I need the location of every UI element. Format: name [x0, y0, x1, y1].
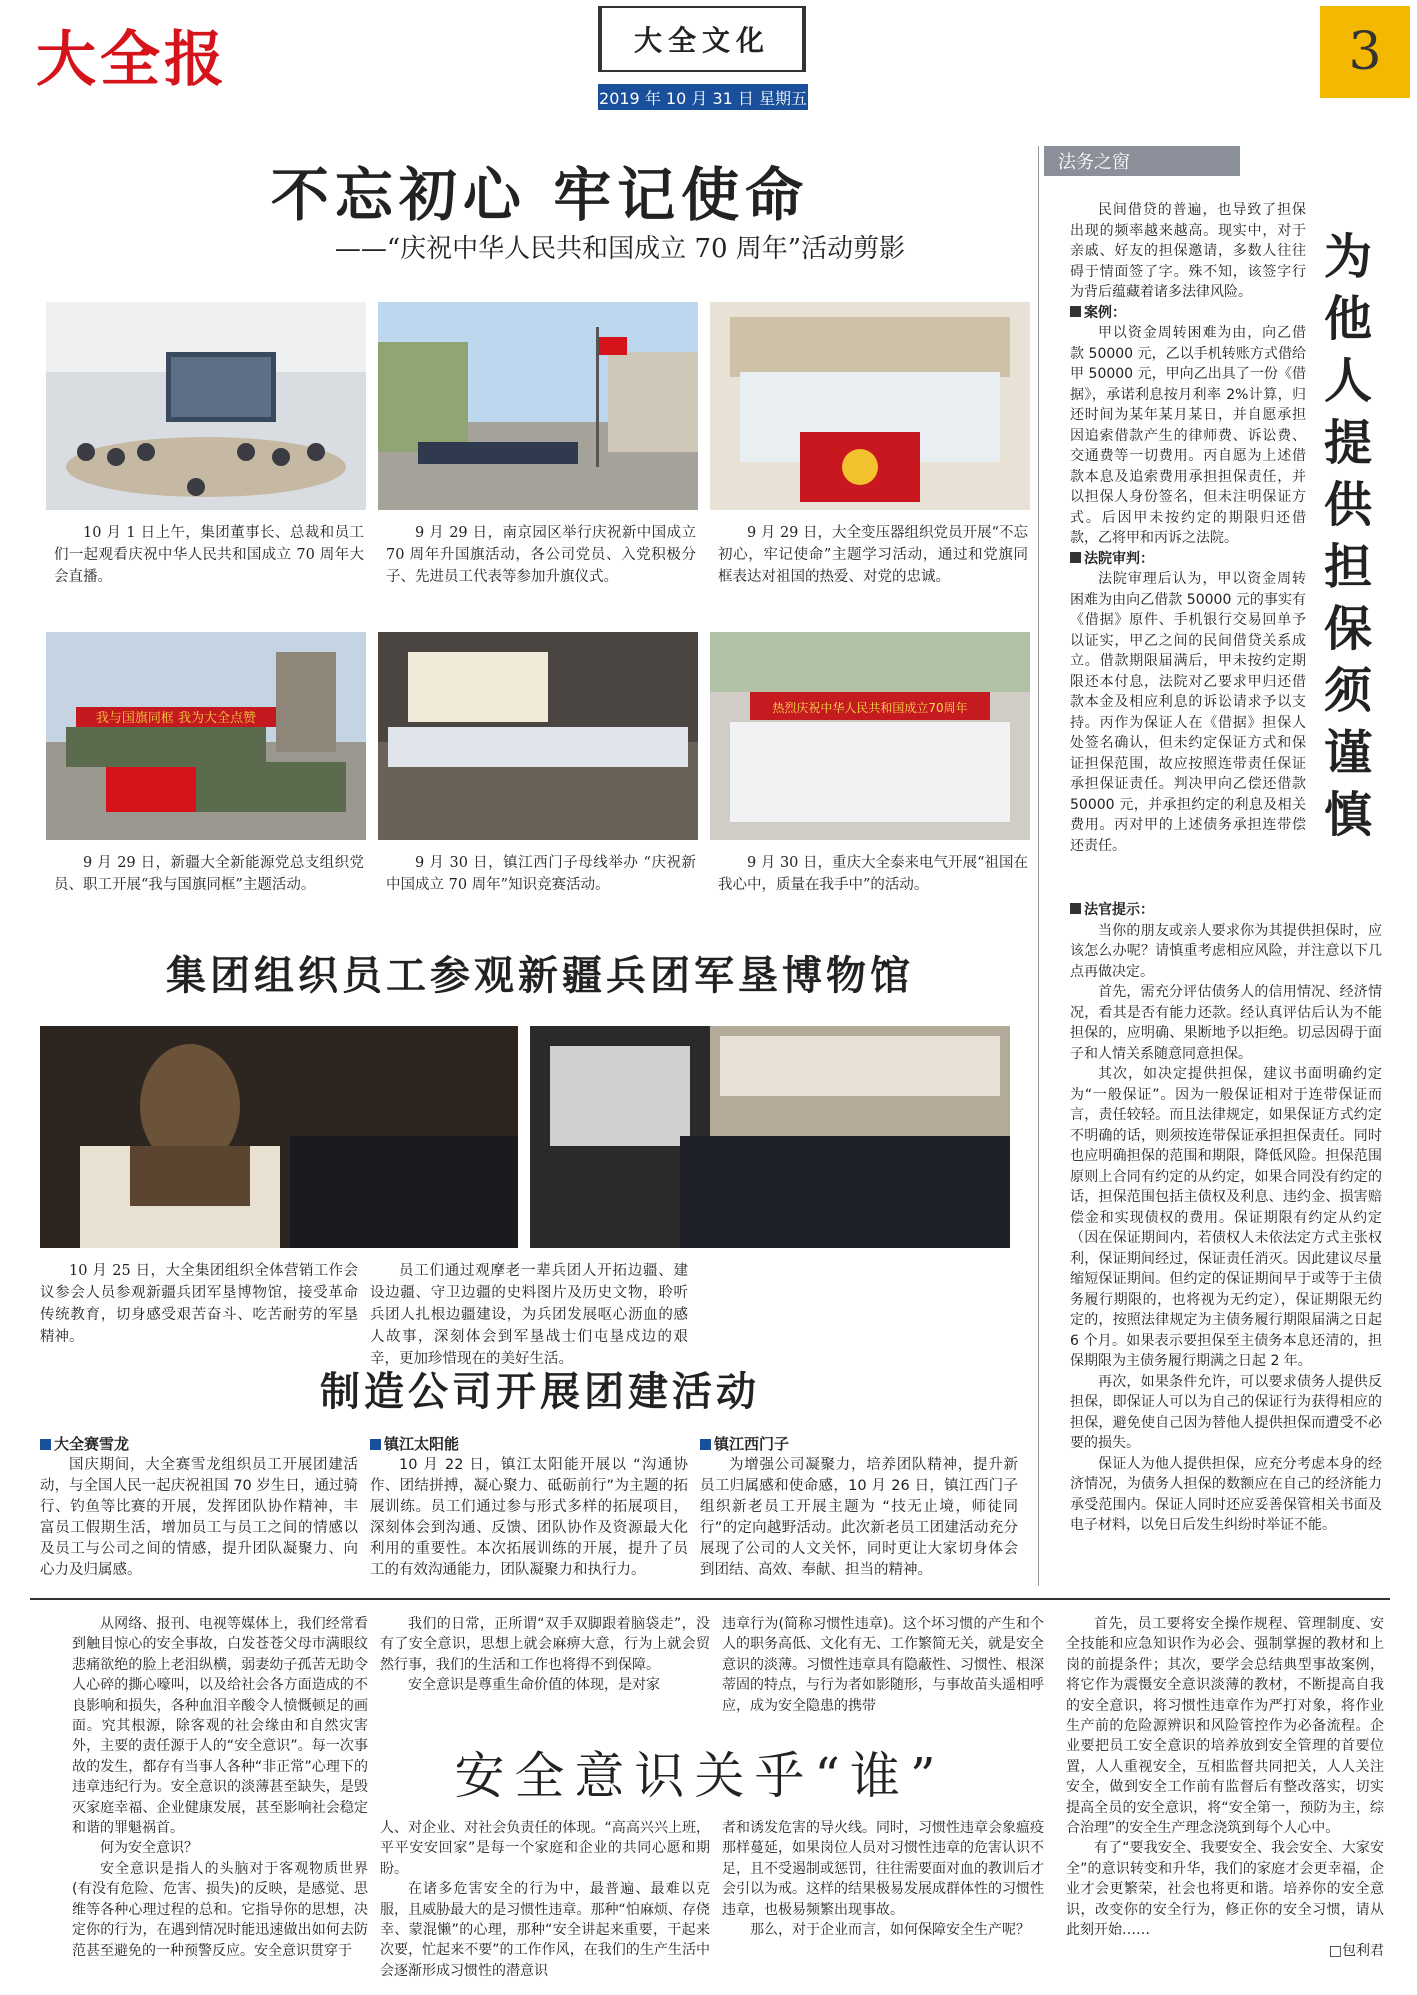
law-title: 为他人提供担保须谨慎: [1323, 229, 1372, 843]
photo-quiz: [378, 632, 698, 840]
law-case-label: 案例：: [1084, 304, 1126, 321]
photo-caption: 9 月 29 日，大全变压器组织党员开展“不忘初心，牢记使命”主题学习活动，通过和党旗同框表达对祖国的热爱、对党的忠诚。: [718, 525, 1028, 585]
museum-title: 集团组织员工参观新疆兵团军垦博物馆: [166, 952, 914, 999]
museum-paragraph: 员工们通过观摩老一辈兵团人开拓边疆、建设边疆、守卫边疆的史料图片及历史文物，聆听兵团人扎根边疆建设，为兵团发展呕心沥血的感人故事，深刻体会到军垦战士们屯垦戍边的艰辛，更加珍惜现在的美好生活。: [370, 1263, 688, 1367]
photo-flag-raising: [378, 302, 698, 510]
essay-paragraph: 安全意识是指人的头脑对于客观物质世界(有没有危险、危害、损失)的反映，是感觉、思维等各种心理过程的总和。它指导你的思想，决定你的行为，在遇到情况时能迅速做出如何去防范甚至避免的一种预警反应。安全意识贯穿于: [72, 1860, 368, 1959]
teambuilding-col1: [40, 1434, 358, 1581]
teambuilding-col3: [700, 1434, 1018, 1581]
museum-paragraph: 10 月 25 日，大全集团组织全体营销工作会议参会人员参观新疆兵团军垦博物馆，接受革命传统教育，切身感受艰苦奋斗、吃苦耐劳的军垦精神。: [40, 1263, 358, 1345]
photo-banner-text: 我与国旗同框 我为大全点赞: [95, 711, 257, 726]
photo-caption: 9 月 29 日，新疆大全新能源党总支组织党员、职工开展“我与国旗同框”主题活动。: [54, 855, 364, 893]
photo-livestream: [46, 302, 366, 510]
essay-col4: [1066, 1614, 1384, 1961]
teambuilding-text: 10 月 22 日，镇江太阳能开展以 “沟通协作、团结拼搏，凝心聚力、砥砺前行”为主题的拓展训练。员工们通过参与形式多样的拓展项目，深刻体会到沟通、反馈、团队协作及资源最大化利用的重要性。本次拓展训练的开展，提升了员工的有效沟通能力，团队凝聚力和执行力。: [370, 1457, 688, 1578]
issue-date: 2019 年 10 月 31 日 星期五: [598, 84, 808, 110]
page-number: 3: [1320, 6, 1410, 98]
law-tip: 当你的朋友或亲人要求你为其提供担保时，应该怎么办呢？请慎重考虑相应风险，并注意以下几点再做决定。: [1070, 922, 1382, 980]
essay-col2-bottom: [380, 1818, 710, 1981]
photo-caption: 9 月 29 日，南京园区举行庆祝新中国成立 70 周年升国旗活动，各公司党员、入党积极分子、先进员工代表等参加升旗仪式。: [386, 525, 696, 585]
essay-paragraph: 在诸多危害安全的行为中，最普遍、最难以克服，且威胁最大的是习惯性违章。那种“怕麻烦、存侥幸、蒙混懒”的心理，那种“安全讲起来重要，干起来次要，忙起来不要”的工作作风，在我们的生产生活中会逐渐形成习惯性的潜意识: [380, 1881, 710, 1979]
museum-text-col2: [370, 1260, 688, 1370]
essay-paragraph: 从网络、报刊、电视等媒体上，我们经常看到触目惊心的安全事故，白发苍苍父母市满眼纹悲痛欲绝的脸上老泪纵横，弱妻幼子孤苦无助令人心碎的撕心嚎叫，以及给社会各方面造成的不良影响和损失，各种血泪辛酸令人愤慨顿足的画面。究其根源，除客观的社会缘由和自然灾害外，主要的责任源于人的“安全意识”。每一次事故的发生，都存有当事人各种“非正常”心理下的违章违纪行为。安全意识的淡薄甚至缺失，是毁灭家庭幸福、企业健康发展，甚至影响社会稳定和谐的罪魁祸首。: [72, 1616, 368, 1837]
law-tip: 再次，如果条件允许，可以要求债务人提供反担保，即保证人可以为自己的保证行为获得相应的担保，避免使自己因为替他人提供担保而遭受不必要的损失。: [1070, 1373, 1382, 1451]
essay-title: 安全意识关乎“谁”: [454, 1747, 946, 1805]
essay-paragraph: 安全意识是尊重生命价值的体现，是对家: [408, 1677, 660, 1694]
teambuilding-text: 国庆期间，大全赛雪龙组织员工开展团建活动，与全国人民一起庆祝祖国 70 岁生日，通过骑行、钓鱼等比赛的开展，发挥团队协作精神，丰富员工假期生活，增加员工与员工之间的情感以及员工与公司之间的情感，提升团队凝聚力、向心力及归属感。: [40, 1457, 358, 1578]
column-divider: [1038, 146, 1039, 1586]
photo-caption: 9 月 30 日，镇江西门子母线举办 “庆祝新中国成立 70 周年”知识竞赛活动。: [386, 855, 696, 893]
square-bullet-icon: [1070, 552, 1081, 563]
law-intro: 民间借贷的普遍，也导致了担保出现的频率越来越高。现实中，对于亲戚、好友的担保邀请，多数人往往碍于情面签了字。殊不知，该签字行为背后蕴藏着诸多法律风险。: [1070, 202, 1306, 300]
section-name: 大全文化: [598, 6, 806, 72]
essay-col2-top: [380, 1614, 710, 1696]
law-tip: 首先，需充分评估债务人的信用情况、经济情况，看其是否有能力还款。经认真评估后认为不能担保的，应明确、果断地予以拒绝。切忌因碍于面子和人情关系随意同意担保。: [1070, 984, 1382, 1062]
law-case: 甲以资金周转困难为由，向乙借款 50000 元，乙以手机转账方式借给甲 50000 元，甲向乙出具了一份《借据》，承诺利息按月利率 2%计算，归还时间为某年某月某日，并自愿承担因追索借款产生的律师费、诉讼费、交通费等一切费用。丙自愿为上述借款本息及追索费用承担担保责任，并以担保人身份签名，但未注明保证方式。后因甲未按约定的期限归还借款，乙将甲和丙诉之法院。: [1070, 325, 1306, 546]
essay-paragraph: 违章行为(简称习惯性违章)。这个坏习惯的产生和个人的职务高低、文化有无、工作繁简无关，就是安全意识的淡薄。习惯性违章具有隐蔽性、习惯性、根深蒂固的特点，与行为者如影随形，与事故苗头遥相呼应，成为安全隐患的携带: [722, 1616, 1044, 1714]
square-bullet-icon: [700, 1439, 711, 1450]
essay-paragraph: 人、对企业、对社会负责任的体现。“高高兴兴上班，平平安安回家”是每一个家庭和企业的共同心愿和期盼。: [380, 1820, 710, 1877]
photo-caption: 10 月 1 日上午，集团董事长、总裁和员工们一起观看庆祝中华人民共和国成立 70 周年大会直播。: [54, 525, 364, 585]
teambuilding-title: 制造公司开展团建活动: [320, 1368, 760, 1415]
masthead: [0, 0, 1417, 140]
square-bullet-icon: [1070, 903, 1081, 914]
law-tip: 保证人为他人提供担保，应充分考虑本身的经济情况，为债务人担保的数额应在自己的经济能力承受范围内。保证人同时还应妥善保管相关书面及电子材料，以免日后发生纠纷时举证不能。: [1070, 1455, 1382, 1533]
section-divider: [30, 1598, 1390, 1600]
teambuilding-heading: 镇江太阳能: [384, 1435, 460, 1453]
photo-quality: [710, 632, 1030, 840]
photo-flag-group: [46, 632, 366, 840]
essay-paragraph: 有了“要我安全、我要安全、我会安全、大家安全”的意识转变和升华，我们的家庭才会更幸福，企业才会更繁荣，社会也将更和谐。培养你的安全意识，改变你的安全行为，修正你的安全习惯，请从此刻开始……: [1066, 1840, 1384, 1939]
photo-banner-text: 热烈庆祝中华人民共和国成立70周年: [772, 701, 968, 715]
teambuilding-col2: [370, 1434, 688, 1581]
square-bullet-icon: [370, 1439, 381, 1450]
photo-museum-group: [530, 1026, 1010, 1248]
photo-museum-bust: [40, 1026, 518, 1248]
headline-title: 不忘初心 牢记使命: [270, 161, 810, 229]
law-top-block: [1070, 200, 1306, 856]
headline-subtitle: ——“庆祝中华人民共和国成立 70 周年”活动剪影: [334, 234, 906, 264]
essay-col3-bottom: [722, 1818, 1044, 1940]
essay-paragraph: 首先，员工要将安全操作规程、管理制度、安全技能和应急知识作为必会、强制掌握的教材和上岗的前提条件；其次，要学会总结典型事故案例，将它作为震慑安全意识淡薄的教材，不断提高自我的安全意识，将习惯性违章作为严打对象，将作业生产前的危险源辨识和风险管控作为必备流程。企业要把员工安全意识的培养放到安全管理的首要位置，人人重视安全，互相监督共同把关，人人关注安全，做到安全工作前有监督后有整改落实，切实提高全员的安全意识，将“安全第一，预防为主，综合治理”的安全生产理念浇筑到每个人心中。: [1066, 1616, 1384, 1837]
essay-col1: [72, 1614, 368, 1961]
law-judge-label: 法院审判：: [1084, 550, 1154, 567]
square-bullet-icon: [1070, 306, 1081, 317]
law-tip: 其次，如决定提供担保，建议书面明确约定为“一般保证”。因为一般保证相对于连带保证而言，责任较轻。而且法律规定，如果保证方式约定不明确的话，则须按连带保证承担担保责任。同时也应明确担保的范围和期限，降低风险。担保范围原则上合同有约定的从约定，如果合同没有约定的话，担保范围包括主债权及利息、违约金、损害赔偿金和实现债权的费用。保证期限有约定从约定（因在保证期间内，若债权人未依法定方式主张权利，保证期间经过，保证责任消灭。因此建议尽量缩短保证期间。但约定的保证期间早于或等于主债务履行期限的，也将视为无约定），保证期限无约定的，按照法律规定为主债务履行期限届满之日起 6 个月。如果表示要担保至主债务本息还清的，担保期限为主债务履行期满之日起 2 年。: [1070, 1066, 1382, 1369]
photo-party-flag: [710, 302, 1030, 510]
essay-paragraph: 我们的日常，正所谓“双手双脚跟着脑袋走”，没有了安全意识，思想上就会麻痹大意，行为上就会贸然行事，我们的生活和工作也将得不到保障。: [380, 1616, 710, 1673]
law-judge: 法院审理后认为，甲以资金周转困难为由向乙借款 50000 元的事实有《借据》原件、手机银行交易回单予以证实，甲乙之间的民间借贷关系成立。借款期限届满后，甲未按约定期限还本付息，法院对乙要求甲归还借款本金及相应利息的诉讼请求予以支持。丙作为保证人在《借据》担保人处签名确认，但未约定保证方式和保证担保范围，故应按照连带责任保证承担保证责任。判决甲向乙偿还借款 50000 元，并承担约定的利息及相关费用。丙对甲的上述债务承担连带偿还责任。: [1070, 571, 1306, 854]
essay-paragraph: 者和诱发危害的导火线。同时，习惯性违章会象瘟疫那样蔓延，如果岗位人员对习惯性违章的危害认识不足，且不受遏制或惩罚，往往需要面对血的教训后才会引以为戒。这样的结果极易发展成群体性的习惯性违章，也极易频繁出现事故。: [722, 1820, 1044, 1918]
newspaper-logo: 大全报: [36, 25, 228, 95]
essay-col3-top: [722, 1614, 1044, 1716]
law-tips-block: [1070, 900, 1382, 1536]
essay-paragraph: 何为安全意识？: [100, 1840, 198, 1857]
law-tip-label: 法官提示：: [1084, 902, 1154, 918]
essay-paragraph: 那么，对于企业而言，如何保障安全生产呢？: [750, 1922, 1030, 1939]
teambuilding-heading: 镇江西门子: [714, 1435, 790, 1453]
square-bullet-icon: [40, 1439, 51, 1450]
museum-text-col1: [40, 1260, 358, 1348]
teambuilding-heading: 大全赛雪龙: [54, 1435, 130, 1453]
essay-author: □包利君: [1328, 1942, 1384, 1959]
law-section-header: 法务之窗: [1044, 146, 1240, 176]
teambuilding-text: 为增强公司凝聚力，培养团队精神，提升新员工归属感和使命感，10 月 26 日，镇江西门子组织新老员工开展主题为 “技无止境，师徒同行”的定向越野活动。此次新老员工团建活动充分展现了公司的人文关怀，同时更让大家切身体会到团结、高效、奉献、担当的精神。: [700, 1457, 1018, 1578]
photo-caption: 9 月 30 日，重庆大全泰来电气开展“祖国在我心中，质量在我手中”的活动。: [718, 855, 1028, 893]
